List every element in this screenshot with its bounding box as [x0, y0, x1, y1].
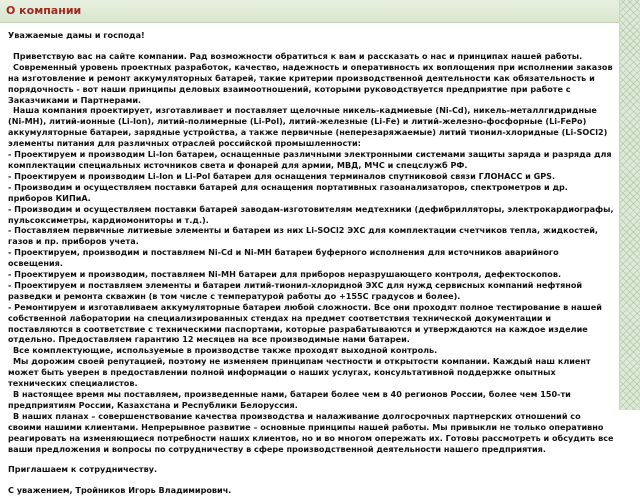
list-item: - Проектируем и поставляем элементы и батареи литий-тионил-хлоридной ЭХС для нужд сервисных компаний нефтяной разведки и ремонта скважин (в том числе с температурой работы до +155С градусов и более). — [8, 279, 583, 301]
list-item: - Поставляем первичные литиевые элементы и батареи из них Li-SOCl2 ЭХС для комплектации счетчиков тепла, жидкостей, газов и пр. приборов учета. — [8, 225, 598, 247]
list-item: - Ремонтируем и изготавливаем аккумуляторные батареи любой сложности. Все они проходят полное тестирование в нашей собственной лаборатории на специализированных стендах на предмет соответствия технической документации и поставляются в соответствие с техническими паспортами, которые разрабатываются и утверждаются на каждое изделие отдельно. Предоставляем гарантию 12 месяцев на все производимые нами батареи. — [8, 301, 602, 345]
list-item: - Производим и осуществляем поставки батарей заводам-изготовителям медтехники (дефибрилляторы, электрокардиографы, пульсоксиметры, кардиомониторы и т.д.). — [8, 203, 614, 225]
list-item: - Проектируем, производим и поставляем Ni-Cd и Ni-MH батареи буферного исполнения для источников аварийного освещения. — [8, 247, 559, 269]
paragraph: В наших планах – совершенствование качества производства и налаживание долгосрочных партнерских отношений со своими нашими клиентами. Непрерывное развитие – основные принципы нашей работы. Мы привыкли не только оперативно реагировать на изменяющиеся потребности наших клиентов, но и во многом опережать их. Готовы рассмотреть и обсудить все ваши предложения и вопросы по сотрудничеству в сфере производственной деятельности нашего предприятия. — [8, 410, 614, 454]
paragraph: В настоящее время мы поставляем, произведенные нами, батареи более чем в 40 регионов России, более чем 150-ти предприятиям России, Казахстана и Республики Белоруссия. — [8, 389, 571, 410]
section-header — [0, 0, 620, 23]
paragraph: Наша компания проектирует, изготавливает и поставляет щелочные никель-кадмиевые (Ni-Cd), никель-металлгидридные (Ni-MH), литий-ионные (Li-Ion), литий-полимерные (Li-Pol), литий-железные (Li-Fe) и литий-железно-фосфорные (Li-FePo) аккумуляторные батареи, зарядные устройства, а также первичные (неперезаряжаемые) литий тионил-хлоридные (Li-SOCl2) элементы питания для различных отраслей российской промышленности: — [8, 105, 608, 149]
invitation: Приглашаем к сотрудничеству. — [8, 464, 158, 475]
page-title: О компании — [6, 4, 82, 17]
signature: С уважением, Тройников Игорь Владимирович. — [8, 485, 232, 496]
paragraph: Приветствую вас на сайте компании. Рад возможности обратиться к вам и рассказать о нас и принципах нашей работы. — [13, 50, 583, 61]
paragraph: Современный уровень проектных разработок, качество, надежность и оперативность их воплощения при исполнении заказов на изготовление и ремонт аккумуляторных батарей, такие критерии производственной деятельности как обязательность и порядочность - вот наши принципы деловых взаимоотношений, которыми руководствуется предприятие при работе с Заказчиками и Партнерами. — [8, 61, 613, 105]
article-body — [8, 30, 614, 496]
list-item: - Проектируем и производим Li-Ion и Li-Pol батареи для оснащения терминалов спутниковой связи ГЛОНАСС и GPS. — [8, 170, 556, 181]
paragraph: Все комплектующие, используемые в производстве также проходят выходной контроль. — [13, 345, 438, 356]
paragraph: Мы дорожим своей репутацией, поэтому не изменяем принципам честности и открытости компании. Каждый наш клиент может быть уверен в предоставлении полной информации о наших услугах, консультативной поддержке опытных технических специалистов. — [8, 356, 591, 389]
list-item: - Проектируем и производим, поставляем Ni-MH батареи для приборов неразрушающего контроля, дефектоскопов. — [8, 269, 562, 280]
decorative-side-pattern — [619, 0, 640, 410]
list-item: - Производим и осуществляем поставки батарей для оснащения портативных газоанализаторов, спектрометров и др. приборов КИПиА. — [8, 181, 568, 203]
greeting: Уважаемые дамы и господа! — [8, 30, 145, 40]
list-item: - Проектируем и производим Li-Ion батареи, оснащенные различными электронными системами защиты заряда и разряда для комплектации специальных источников света и фонарей для армии, МВД, МЧС и спецслужб РФ. — [8, 149, 612, 170]
